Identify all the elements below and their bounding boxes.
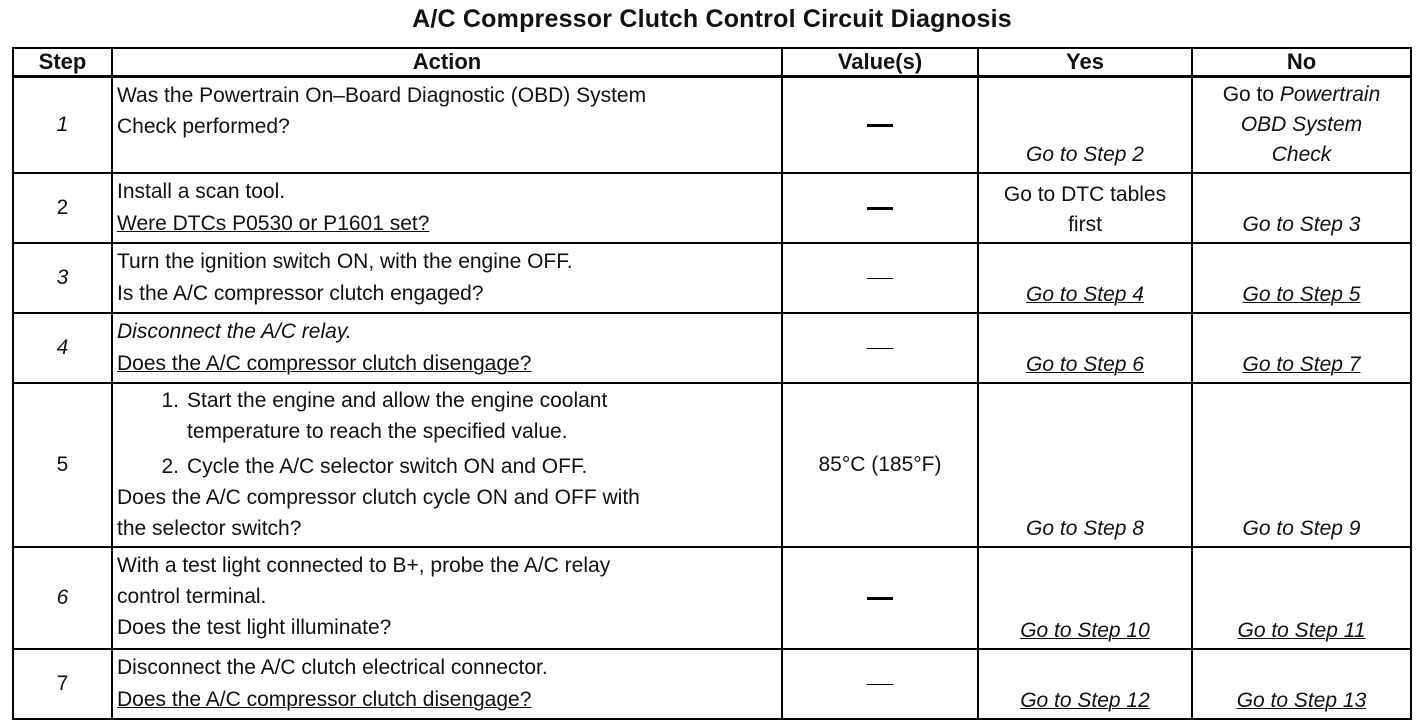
list-text: Cycle the A/C selector switch ON and OFF. bbox=[187, 455, 588, 478]
action-text: Were DTCs P0530 or P1601 set? bbox=[117, 212, 430, 235]
action-text: Disconnect the A/C clutch electrical connector. bbox=[117, 656, 548, 679]
list-text-continuation: temperature to reach the specified value. bbox=[187, 420, 568, 443]
action-list-item bbox=[117, 385, 775, 416]
no-link-prefix: Go to bbox=[1222, 83, 1275, 106]
action-text: Is the A/C compressor clutch engaged? bbox=[117, 282, 484, 305]
no-link[interactable] bbox=[1193, 80, 1410, 110]
action-text: the selector switch? bbox=[117, 517, 302, 540]
yes-cell bbox=[978, 243, 1192, 313]
step-number: 7 bbox=[13, 649, 112, 719]
value-cell bbox=[782, 383, 978, 547]
no-cell bbox=[1192, 313, 1411, 383]
yes-link[interactable]: Go to Step 8 bbox=[1026, 517, 1144, 540]
action-cell bbox=[112, 173, 782, 243]
no-link[interactable]: Go to Step 11 bbox=[1237, 619, 1366, 642]
header-values: Value(s) bbox=[782, 48, 978, 77]
action-text: Was the Powertrain On–Board Diagnostic (OBD) System bbox=[117, 84, 647, 107]
no-cell bbox=[1192, 649, 1411, 719]
yes-link[interactable]: Go to Step 12 bbox=[1020, 689, 1150, 712]
step-number: 5 bbox=[13, 383, 112, 547]
action-text: Does the A/C compressor clutch disengage? bbox=[117, 688, 532, 711]
no-link[interactable]: Go to Step 7 bbox=[1242, 353, 1361, 376]
no-link-target: OBD System bbox=[1240, 113, 1363, 136]
yes-cell bbox=[978, 313, 1192, 383]
yes-cell bbox=[978, 173, 1192, 243]
action-text: Disconnect the A/C relay. bbox=[117, 320, 352, 343]
step-number: 6 bbox=[13, 547, 112, 649]
action-text: Install a scan tool. bbox=[117, 180, 286, 203]
table-row bbox=[13, 77, 1411, 174]
action-list-item bbox=[117, 451, 775, 482]
header-action: Action bbox=[112, 48, 782, 77]
no-link[interactable]: Go to Step 3 bbox=[1242, 213, 1361, 236]
yes-link[interactable]: Go to Step 10 bbox=[1020, 619, 1150, 642]
action-cell bbox=[112, 383, 782, 547]
header-step: Step bbox=[13, 48, 112, 77]
header-yes: Yes bbox=[978, 48, 1192, 77]
yes-cell bbox=[978, 77, 1192, 174]
dash-icon bbox=[867, 278, 893, 279]
yes-link[interactable]: Go to Step 2 bbox=[1026, 143, 1144, 166]
table-row bbox=[13, 649, 1411, 719]
dash-icon bbox=[867, 597, 893, 600]
action-text: control terminal. bbox=[117, 585, 267, 608]
action-text: Check performed? bbox=[117, 115, 290, 138]
list-number: 2. bbox=[161, 455, 179, 478]
action-text: With a test light connected to B+, probe the A/C relay bbox=[117, 554, 611, 577]
value-cell bbox=[782, 77, 978, 174]
yes-cell bbox=[978, 383, 1192, 547]
no-cell bbox=[1192, 547, 1411, 649]
list-number: 1. bbox=[161, 389, 179, 412]
action-text: Turn the ignition switch ON, with the engine OFF. bbox=[117, 250, 573, 273]
page-title: A/C Compressor Clutch Control Circuit Diagnosis bbox=[412, 5, 1012, 33]
yes-cell bbox=[978, 649, 1192, 719]
value-cell bbox=[782, 547, 978, 649]
no-cell bbox=[1192, 383, 1411, 547]
yes-link-text: Go to DTC tables bbox=[1003, 183, 1167, 206]
action-cell bbox=[112, 243, 782, 313]
yes-link-text: first bbox=[1068, 213, 1102, 236]
yes-link[interactable] bbox=[979, 180, 1191, 240]
no-cell bbox=[1192, 243, 1411, 313]
no-cell bbox=[1192, 173, 1411, 243]
no-link[interactable]: Go to Step 9 bbox=[1242, 517, 1361, 540]
list-text: Start the engine and allow the engine coolant bbox=[187, 389, 608, 412]
yes-link[interactable]: Go to Step 4 bbox=[1026, 283, 1144, 306]
header-no: No bbox=[1192, 48, 1411, 77]
step-number: 4 bbox=[13, 313, 112, 383]
action-text: Does the test light illuminate? bbox=[117, 616, 392, 639]
diagnosis-table bbox=[12, 47, 1412, 720]
no-link[interactable]: Go to Step 5 bbox=[1242, 283, 1361, 306]
value-cell bbox=[782, 649, 978, 719]
table-row bbox=[13, 313, 1411, 383]
dash-icon bbox=[867, 207, 893, 210]
action-text: Does the A/C compressor clutch cycle ON and OFF with bbox=[117, 486, 640, 509]
no-link-target: Powertrain bbox=[1279, 83, 1381, 106]
dash-icon bbox=[867, 684, 893, 685]
step-number: 3 bbox=[13, 243, 112, 313]
action-cell bbox=[112, 313, 782, 383]
step-number: 2 bbox=[13, 173, 112, 243]
action-cell bbox=[112, 77, 782, 174]
value-cell bbox=[782, 173, 978, 243]
no-cell bbox=[1192, 77, 1411, 174]
dash-icon bbox=[867, 348, 893, 349]
table-row bbox=[13, 383, 1411, 547]
yes-cell bbox=[978, 547, 1192, 649]
action-text: Does the A/C compressor clutch disengage? bbox=[117, 352, 532, 375]
table-header-row bbox=[13, 48, 1411, 77]
action-cell bbox=[112, 547, 782, 649]
table-row bbox=[13, 173, 1411, 243]
dash-icon bbox=[867, 124, 893, 127]
no-link-target: Check bbox=[1271, 143, 1332, 166]
value-text: 85°C (185°F) bbox=[818, 453, 942, 476]
action-cell bbox=[112, 649, 782, 719]
table-row bbox=[13, 243, 1411, 313]
value-cell bbox=[782, 243, 978, 313]
yes-link[interactable]: Go to Step 6 bbox=[1026, 353, 1144, 376]
table-row bbox=[13, 547, 1411, 649]
step-number: 1 bbox=[13, 77, 112, 174]
value-cell bbox=[782, 313, 978, 383]
no-link[interactable]: Go to Step 13 bbox=[1236, 689, 1367, 712]
